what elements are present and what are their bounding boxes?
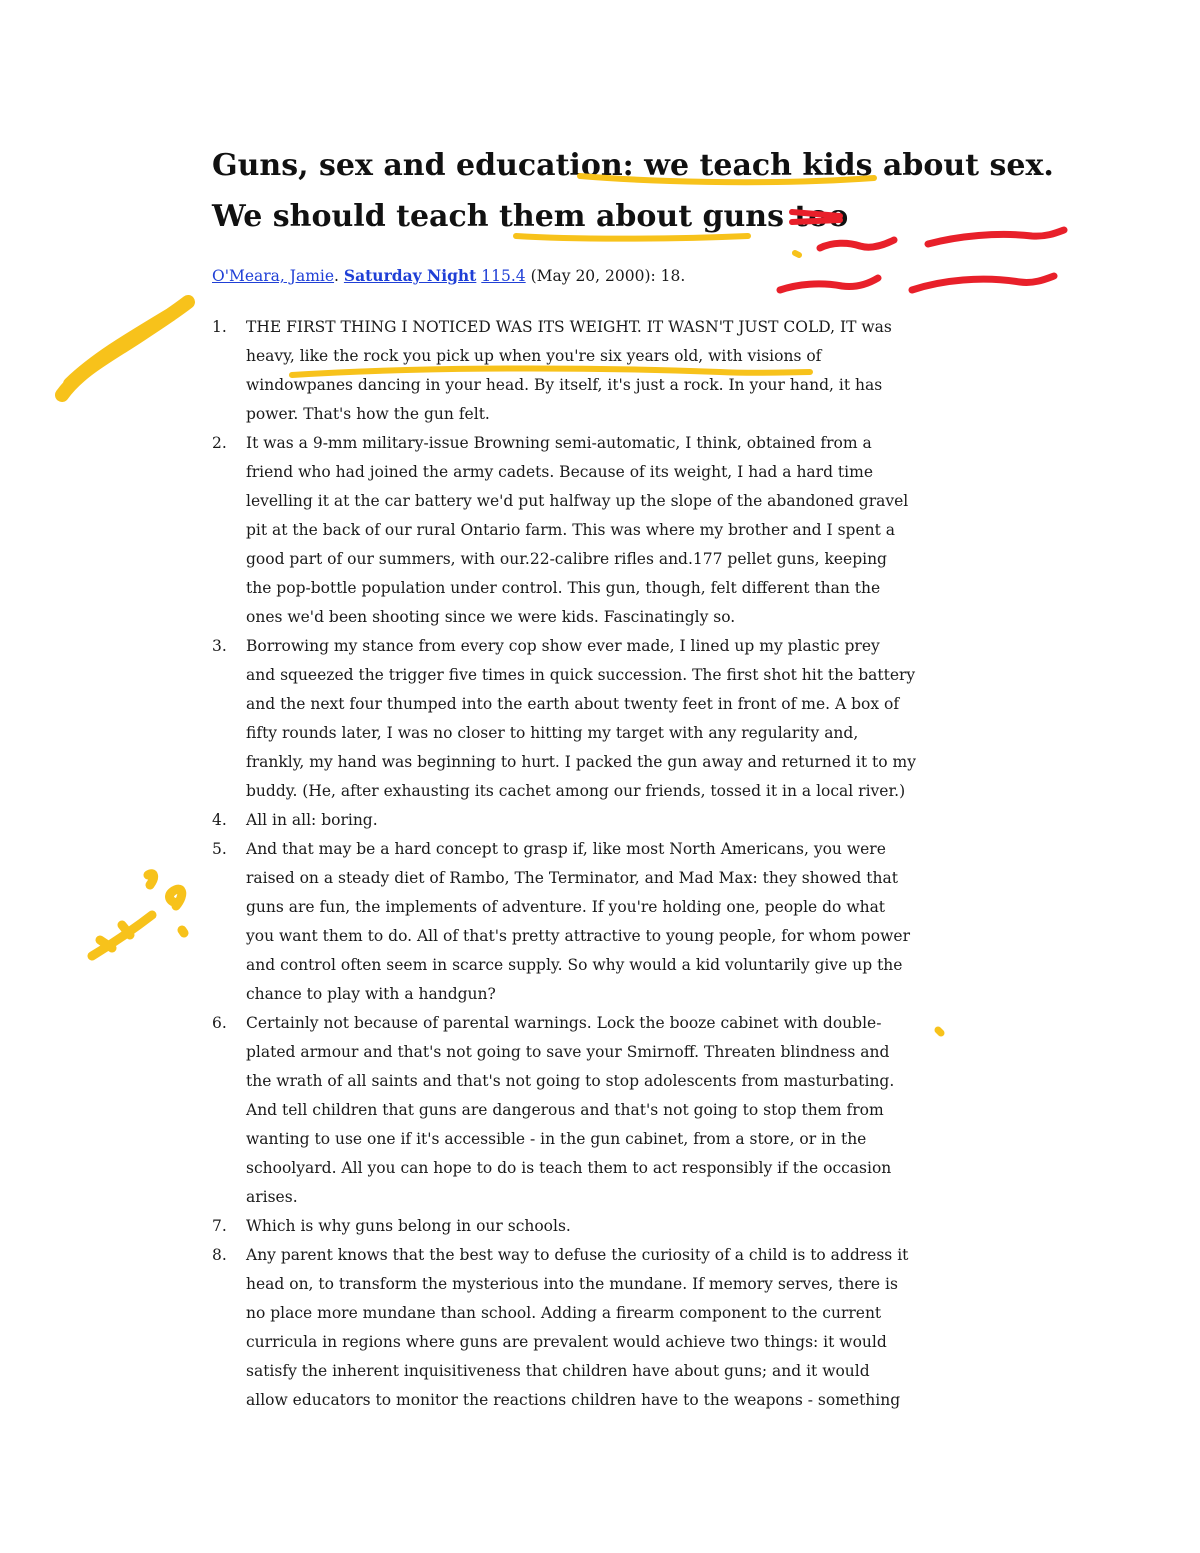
paragraph-line: curricula in regions where guns are prevalent would achieve two things: it would bbox=[246, 1333, 887, 1351]
paragraph-line: plated armour and that's not going to save your Smirnoff. Threaten blindness and bbox=[246, 1043, 890, 1061]
issue-link[interactable]: 115.4 bbox=[481, 267, 526, 285]
paragraph-line: schoolyard. All you can hope to do is teach them to act responsibly if the occasion bbox=[246, 1159, 892, 1177]
article-title bbox=[212, 140, 1092, 242]
citation bbox=[212, 264, 685, 288]
paragraph-line: the pop-bottle population under control. This gun, though, felt different than the bbox=[246, 579, 881, 597]
title-dot bbox=[795, 253, 799, 255]
paragraph-line: Borrowing my stance from every cop show ever made, I lined up my plastic prey bbox=[246, 637, 880, 655]
citation-separator: . bbox=[334, 267, 344, 285]
paragraph-line: no place more mundane than school. Adding a firearm component to the current bbox=[246, 1304, 882, 1322]
paragraph-number: 8. bbox=[212, 1246, 227, 1264]
paragraph-line: allow educators to monitor the reactions children have to the weapons - something bbox=[246, 1391, 901, 1409]
paragraph-item bbox=[212, 632, 1032, 806]
paragraph-line: levelling it at the car battery we'd put halfway up the slope of the abandoned gravel bbox=[246, 492, 909, 510]
paragraph-number: 4. bbox=[212, 811, 227, 829]
paragraph-item bbox=[212, 1241, 1032, 1415]
paragraph-line: fifty rounds later, I was no closer to hitting my target with any regularity and, bbox=[246, 724, 859, 742]
paragraph-line: head on, to transform the mysterious into the mundane. If memory serves, there is bbox=[246, 1275, 898, 1293]
author-link[interactable]: O'Meara, Jamie bbox=[212, 267, 335, 285]
citation-date-page: (May 20, 2000): 18. bbox=[525, 267, 686, 285]
paragraph-line: friend who had joined the army cadets. Because of its weight, I had a hard time bbox=[246, 463, 873, 481]
paragraph-line: frankly, my hand was beginning to hurt. I packed the gun away and returned it to my bbox=[246, 753, 916, 771]
paragraph-line: Certainly not because of parental warnings. Lock the booze cabinet with double- bbox=[246, 1014, 882, 1032]
paragraph-line: guns are fun, the implements of adventure. If you're holding one, people do what bbox=[246, 898, 886, 916]
paragraph-item bbox=[212, 806, 1032, 835]
title-line-2: We should teach them about guns too bbox=[212, 199, 849, 234]
paragraph-line: good part of our summers, with our.22-calibre rifles and.177 pellet guns, keeping bbox=[246, 550, 887, 568]
paragraph-line: Any parent knows that the best way to defuse the curiosity of a child is to address it bbox=[246, 1246, 909, 1264]
paragraph-line: and control often seem in scarce supply. So why would a kid voluntarily give up the bbox=[246, 956, 903, 974]
paragraph-line: windowpanes dancing in your head. By itself, it's just a rock. In your hand, it has bbox=[246, 376, 883, 394]
paragraph-number: 6. bbox=[212, 1014, 227, 1032]
title-line-1: Guns, sex and education: we teach kids about sex. bbox=[212, 148, 1054, 183]
paragraph-line: pit at the back of our rural Ontario farm. This was where my brother and I spent a bbox=[246, 521, 896, 539]
paragraph-line: and the next four thumped into the earth about twenty feet in front of me. A box of bbox=[246, 695, 900, 713]
paragraph-line: you want them to do. All of that's pretty attractive to young people, for whom power bbox=[246, 927, 910, 945]
paragraph-line: And that may be a hard concept to grasp if, like most North Americans, you were bbox=[246, 840, 886, 858]
paragraph-number: 3. bbox=[212, 637, 227, 655]
journal-link[interactable]: Saturday Night bbox=[343, 266, 477, 285]
paragraph-line: satisfy the inherent inquisitiveness that children have about guns; and it would bbox=[246, 1362, 870, 1380]
paragraph-line: Which is why guns belong in our schools. bbox=[246, 1217, 571, 1235]
paragraph-item bbox=[212, 313, 1032, 429]
margin-scribble-mid bbox=[92, 874, 184, 956]
paragraph-line: power. That's how the gun felt. bbox=[246, 405, 490, 423]
paragraph-line: All in all: boring. bbox=[246, 811, 378, 829]
paragraph-line: raised on a steady diet of Rambo, The Terminator, and Mad Max: they showed that bbox=[246, 869, 898, 887]
margin-scribble-top bbox=[62, 302, 188, 395]
paragraph-line: It was a 9-mm military-issue Browning semi-automatic, I think, obtained from a bbox=[246, 434, 872, 452]
article-paragraph-list bbox=[212, 313, 1032, 1415]
paragraph-line: wanting to use one if it's accessible - in the gun cabinet, from a store, or in the bbox=[246, 1130, 867, 1148]
paragraph-line: the wrath of all saints and that's not going to stop adolescents from masturbating. bbox=[246, 1072, 895, 1090]
paragraph-item bbox=[212, 1212, 1032, 1241]
paragraph-line: chance to play with a handgun? bbox=[246, 985, 496, 1003]
paragraph-item bbox=[212, 429, 1032, 632]
paragraph-number: 1. bbox=[212, 318, 227, 336]
paragraph-number: 2. bbox=[212, 434, 227, 452]
paragraph-line: heavy, like the rock you pick up when you're six years old, with visions of bbox=[246, 347, 822, 365]
paragraph-item bbox=[212, 835, 1032, 1009]
red-scribble-note-1 bbox=[780, 240, 894, 290]
paragraph-number: 7. bbox=[212, 1217, 227, 1235]
paragraph-line: arises. bbox=[246, 1188, 298, 1206]
paragraph-item bbox=[212, 1009, 1032, 1212]
paragraph-number: 5. bbox=[212, 840, 227, 858]
paragraph-line: buddy. (He, after exhausting its cachet among our friends, tossed it in a local river.) bbox=[246, 782, 906, 800]
paragraph-line: And tell children that guns are dangerous and that's not going to stop them from bbox=[246, 1101, 884, 1119]
paragraph-line: and squeezed the trigger five times in quick succession. The first shot hit the battery bbox=[246, 666, 916, 684]
paragraph-line: THE FIRST THING I NOTICED WAS ITS WEIGHT. IT WASN'T JUST COLD, IT was bbox=[246, 318, 892, 336]
paragraph-line: ones we'd been shooting since we were kids. Fascinatingly so. bbox=[246, 608, 736, 626]
